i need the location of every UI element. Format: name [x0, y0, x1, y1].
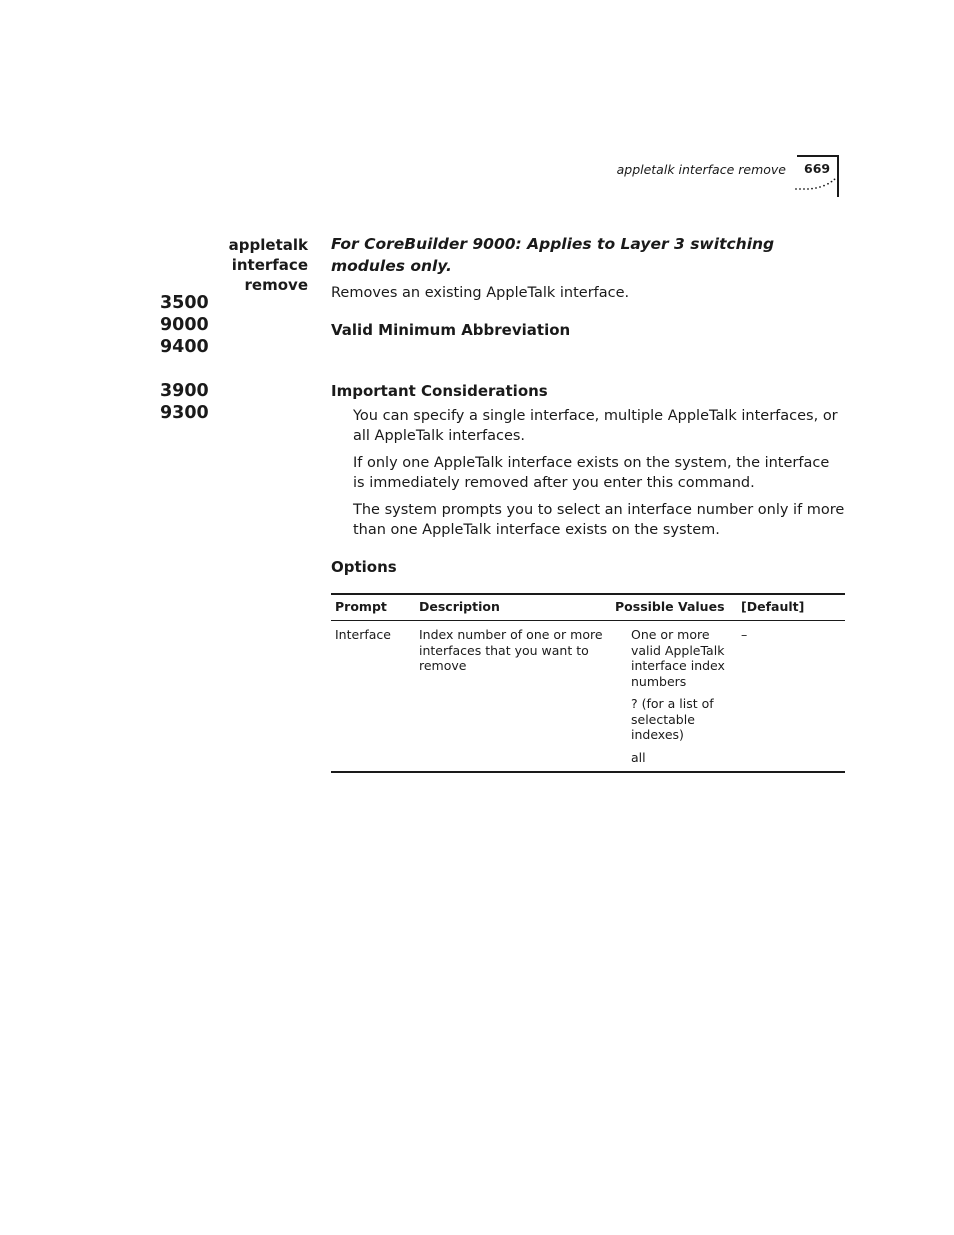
platform-item: 3900: [160, 381, 209, 401]
cell-description: Index number of one or more interfaces that you want to remove: [415, 621, 611, 773]
possible-value: ? (for a list of selectable indexes): [631, 696, 714, 742]
platform-list: [160, 292, 209, 424]
possible-value: all: [631, 749, 646, 765]
consideration-item: You can specify a single interface, multiple AppleTalk interfaces, or all AppleTalk interfaces.: [353, 408, 838, 444]
column-header-prompt: Prompt: [331, 594, 415, 621]
important-considerations-heading: Important Considerations: [331, 382, 548, 400]
options-table-header-row: [331, 594, 845, 621]
options-heading: Options: [331, 558, 397, 576]
platform-item: 3500: [160, 293, 209, 313]
cell-possible-values: [611, 621, 737, 773]
applies-note: For CoreBuilder 9000: Applies to Layer 3 switching modules only.: [331, 235, 775, 275]
platform-item: 9300: [160, 403, 209, 423]
command-name-line1: appletalk interface: [228, 236, 308, 274]
running-header-title: appletalk interface remove: [616, 162, 786, 177]
options-table: [331, 593, 845, 773]
platform-item: 9400: [160, 337, 209, 357]
page-number: 669: [804, 161, 831, 176]
column-header-description: Description: [415, 594, 611, 621]
command-description: Removes an existing AppleTalk interface.: [331, 285, 630, 301]
consideration-item: If only one AppleTalk interface exists on the system, the interface is immediately removed after you enter this command.: [353, 455, 830, 491]
corner-rule-horizontal: [797, 155, 838, 157]
command-name-line2: remove: [244, 276, 308, 294]
table-row: [331, 621, 845, 773]
platform-spacer: [160, 358, 209, 380]
column-header-possible-values: Possible Values: [611, 594, 737, 621]
platform-item: 9000: [160, 315, 209, 335]
command-name-heading: [150, 235, 308, 295]
possible-value: One or more valid AppleTalk interface index numbers: [631, 627, 725, 689]
consideration-item: The system prompts you to select an interface number only if more than one AppleTalk interface exists on the system.: [353, 502, 845, 538]
cell-default: –: [737, 621, 845, 773]
main-content: [331, 233, 845, 773]
cell-prompt: Interface: [331, 621, 415, 773]
corner-dots-decoration: [794, 178, 838, 192]
column-header-default: [Default]: [737, 594, 845, 621]
valid-abbreviation-heading: Valid Minimum Abbreviation: [331, 321, 571, 339]
